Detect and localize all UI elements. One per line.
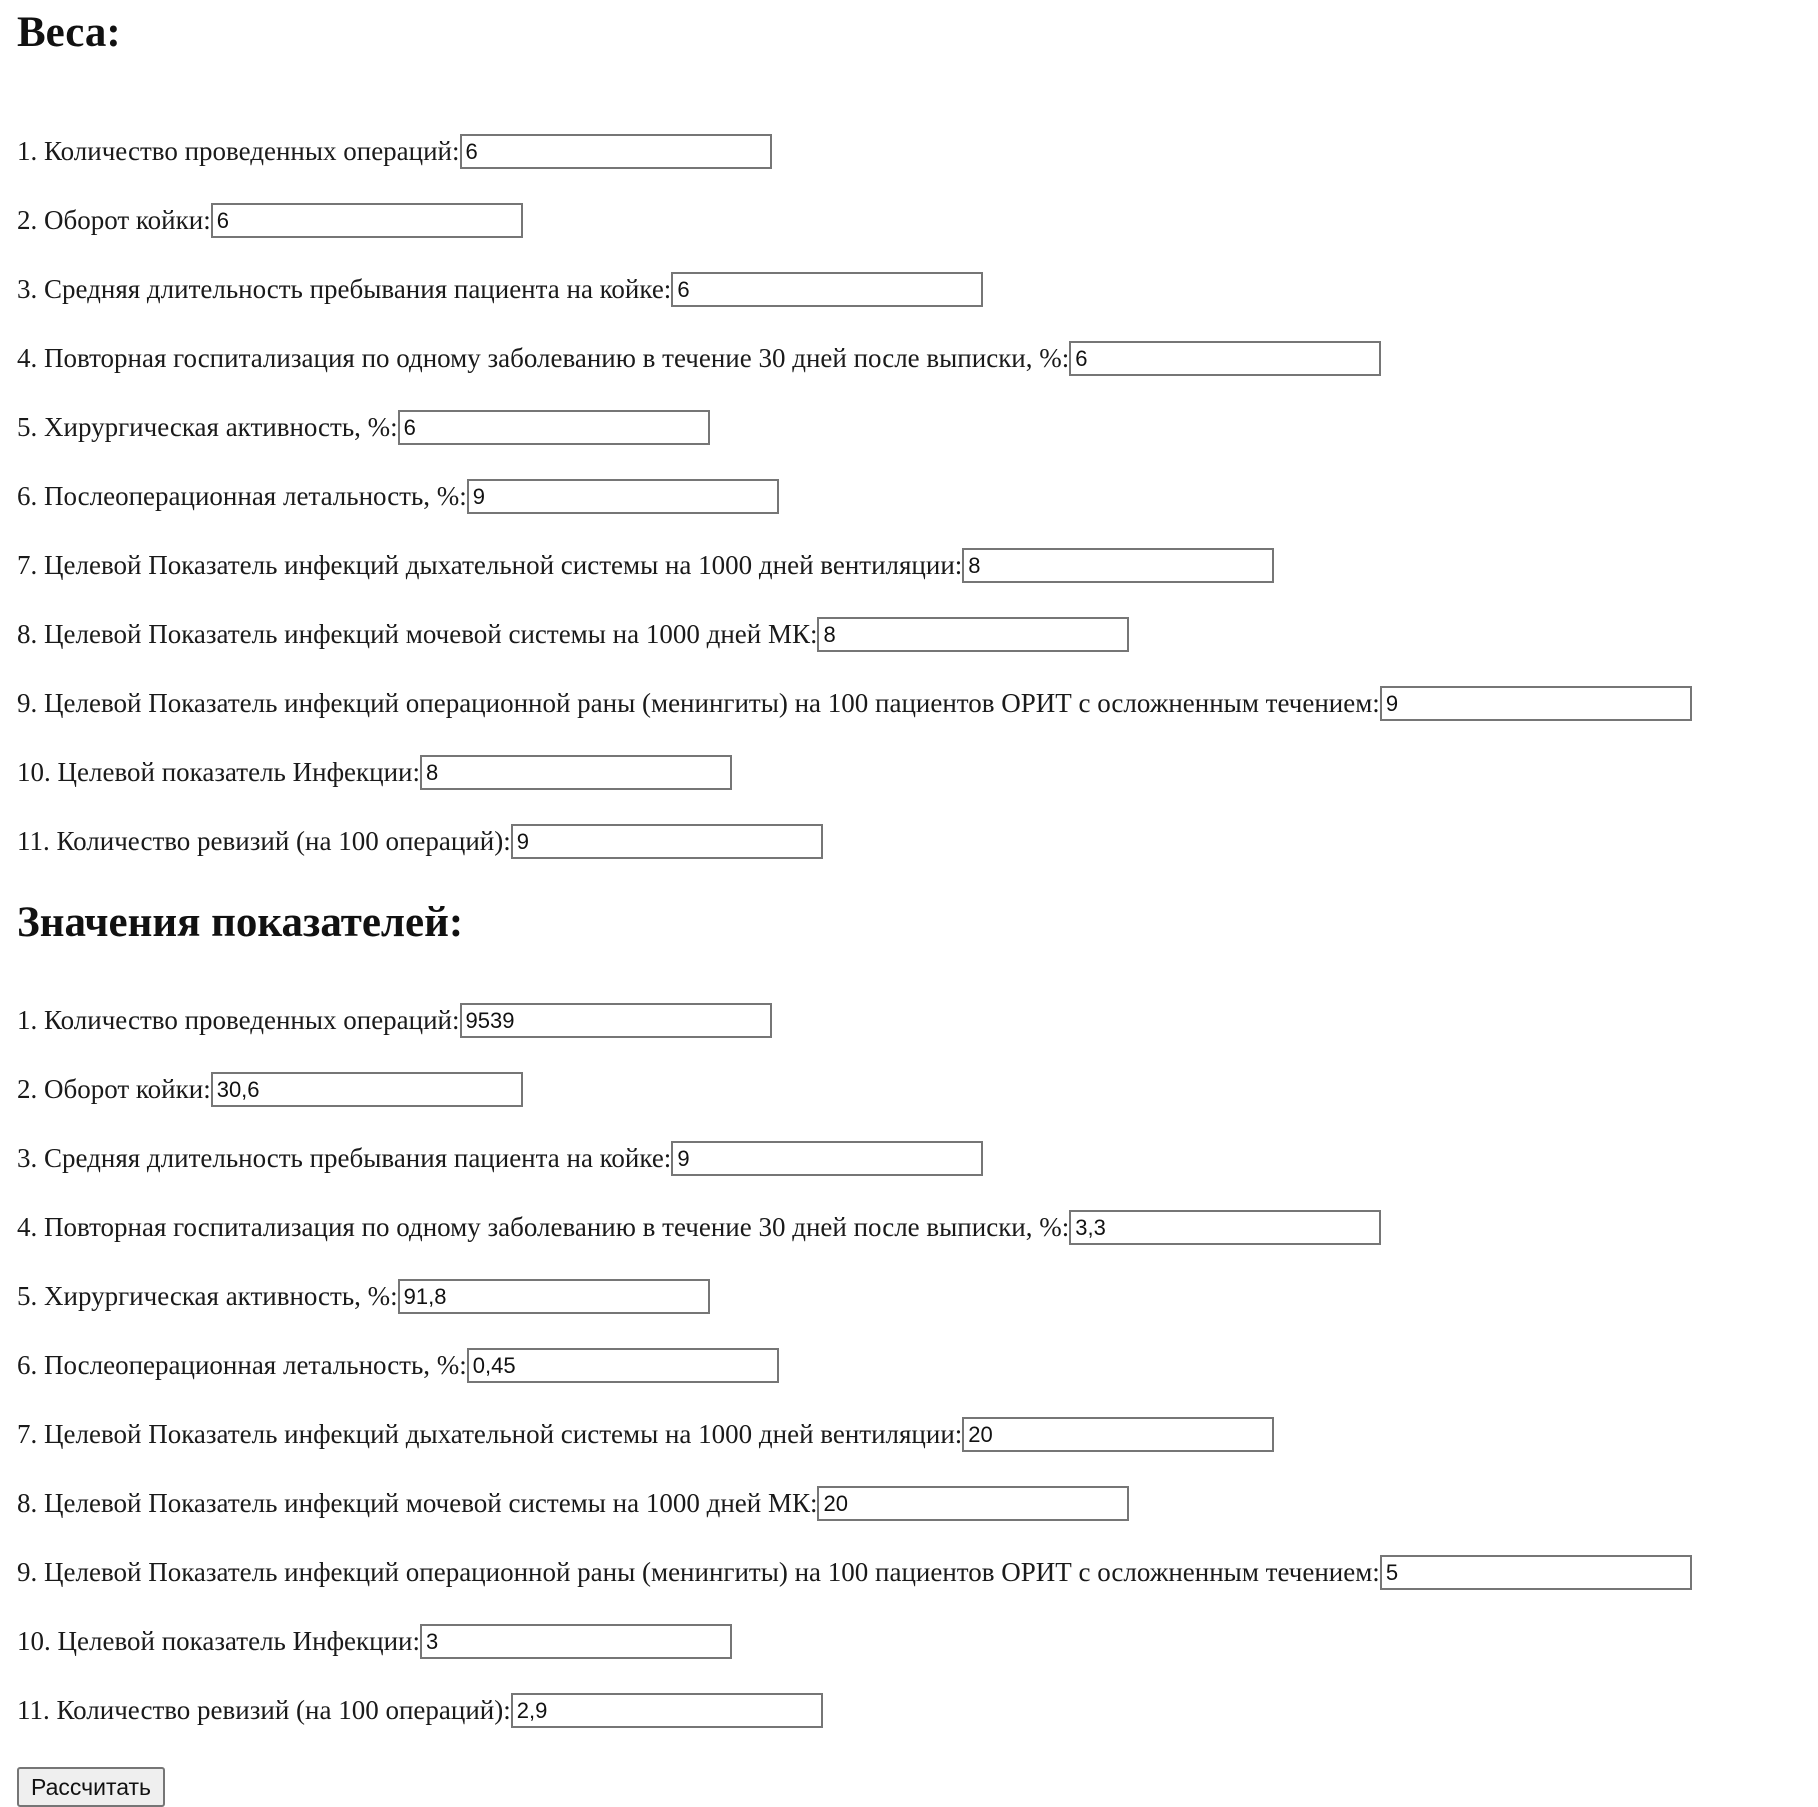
- indicator-input-respiratory-infections[interactable]: [962, 1417, 1274, 1452]
- weight-input-operations-count[interactable]: [460, 134, 772, 169]
- indicator-label-postop-mortality: 6. Послеоперационная летальность, %:: [17, 1350, 467, 1380]
- indicator-input-operations-count[interactable]: [460, 1003, 772, 1038]
- weight-label-readmission: 4. Повторная госпитализация по одному заболеванию в течение 30 дней после выписки, %:: [17, 343, 1070, 373]
- indicator-input-readmission[interactable]: [1069, 1210, 1381, 1245]
- indicator-label-surgical-activity: 5. Хирургическая активность, %:: [17, 1281, 398, 1311]
- weight-row-operations-count: [17, 117, 1807, 186]
- weight-input-surgical-activity[interactable]: [398, 410, 710, 445]
- calculate-button[interactable]: Рассчитать: [17, 1767, 165, 1807]
- indicators-heading: Значения показателей:: [17, 899, 464, 946]
- indicator-row-surgical-activity: [17, 1262, 1807, 1331]
- weight-row-postop-mortality: [17, 462, 1807, 531]
- weight-input-postop-mortality[interactable]: [467, 479, 779, 514]
- weight-label-surgical-activity: 5. Хирургическая активность, %:: [17, 412, 398, 442]
- indicator-label-operations-count: 1. Количество проведенных операций:: [17, 1005, 460, 1035]
- weight-input-bed-turnover[interactable]: [211, 203, 523, 238]
- indicator-row-readmission: [17, 1193, 1807, 1262]
- weight-label-operations-count: 1. Количество проведенных операций:: [17, 136, 460, 166]
- indicator-input-surgical-activity[interactable]: [398, 1279, 710, 1314]
- indicator-row-respiratory-infections: [17, 1400, 1807, 1469]
- indicator-input-infection-target[interactable]: [420, 1624, 732, 1659]
- weight-input-avg-stay[interactable]: [671, 272, 983, 307]
- weight-label-avg-stay: 3. Средняя длительность пребывания пациента на койке:: [17, 274, 672, 304]
- weight-row-respiratory-infections: [17, 531, 1807, 600]
- weight-row-revisions: [17, 807, 1807, 876]
- indicator-row-revisions: [17, 1676, 1807, 1745]
- weight-row-wound-infections: [17, 669, 1807, 738]
- indicator-input-revisions[interactable]: [511, 1693, 823, 1728]
- weight-input-readmission[interactable]: [1069, 341, 1381, 376]
- weight-row-urinary-infections: [17, 600, 1807, 669]
- weight-row-avg-stay: [17, 255, 1807, 324]
- indicator-label-urinary-infections: 8. Целевой Показатель инфекций мочевой системы на 1000 дней МК:: [17, 1488, 818, 1518]
- weights-list: [17, 117, 1807, 876]
- indicator-row-urinary-infections: [17, 1469, 1807, 1538]
- weight-row-readmission: [17, 324, 1807, 393]
- indicator-input-postop-mortality[interactable]: [467, 1348, 779, 1383]
- indicator-input-urinary-infections[interactable]: [817, 1486, 1129, 1521]
- weights-heading: Веса:: [17, 9, 121, 56]
- indicator-input-avg-stay[interactable]: [671, 1141, 983, 1176]
- indicator-row-avg-stay: [17, 1124, 1807, 1193]
- indicator-row-operations-count: [17, 986, 1807, 1055]
- weight-row-bed-turnover: [17, 186, 1807, 255]
- weight-label-wound-infections: 9. Целевой Показатель инфекций операционной раны (менингиты) на 100 пациентов ОРИТ с осложненным течением:: [17, 688, 1380, 718]
- weight-label-bed-turnover: 2. Оборот койки:: [17, 205, 211, 235]
- weight-label-revisions: 11. Количество ревизий (на 100 операций):: [17, 826, 511, 856]
- indicator-label-revisions: 11. Количество ревизий (на 100 операций):: [17, 1695, 511, 1725]
- indicator-row-infection-target: [17, 1607, 1807, 1676]
- indicators-list: [17, 986, 1807, 1745]
- indicator-label-readmission: 4. Повторная госпитализация по одному заболеванию в течение 30 дней после выписки, %:: [17, 1212, 1070, 1242]
- indicator-label-wound-infections: 9. Целевой Показатель инфекций операционной раны (менингиты) на 100 пациентов ОРИТ с осложненным течением:: [17, 1557, 1380, 1587]
- indicator-label-avg-stay: 3. Средняя длительность пребывания пациента на койке:: [17, 1143, 672, 1173]
- weight-input-urinary-infections[interactable]: [817, 617, 1129, 652]
- weight-label-postop-mortality: 6. Послеоперационная летальность, %:: [17, 481, 467, 511]
- weight-input-wound-infections[interactable]: [1380, 686, 1692, 721]
- indicator-input-wound-infections[interactable]: [1380, 1555, 1692, 1590]
- weight-input-revisions[interactable]: [511, 824, 823, 859]
- weight-label-infection-target: 10. Целевой показатель Инфекции:: [17, 757, 421, 787]
- weight-row-surgical-activity: [17, 393, 1807, 462]
- indicator-row-wound-infections: [17, 1538, 1807, 1607]
- weight-row-infection-target: [17, 738, 1807, 807]
- indicator-label-respiratory-infections: 7. Целевой Показатель инфекций дыхательной системы на 1000 дней вентиляции:: [17, 1419, 963, 1449]
- indicator-label-infection-target: 10. Целевой показатель Инфекции:: [17, 1626, 421, 1656]
- weight-label-urinary-infections: 8. Целевой Показатель инфекций мочевой системы на 1000 дней МК:: [17, 619, 818, 649]
- indicator-label-bed-turnover: 2. Оборот койки:: [17, 1074, 211, 1104]
- weight-label-respiratory-infections: 7. Целевой Показатель инфекций дыхательной системы на 1000 дней вентиляции:: [17, 550, 963, 580]
- weight-input-respiratory-infections[interactable]: [962, 548, 1274, 583]
- calculator-form: [17, 0, 1807, 1807]
- weight-input-infection-target[interactable]: [420, 755, 732, 790]
- indicator-row-bed-turnover: [17, 1055, 1807, 1124]
- indicator-row-postop-mortality: [17, 1331, 1807, 1400]
- indicator-input-bed-turnover[interactable]: [211, 1072, 523, 1107]
